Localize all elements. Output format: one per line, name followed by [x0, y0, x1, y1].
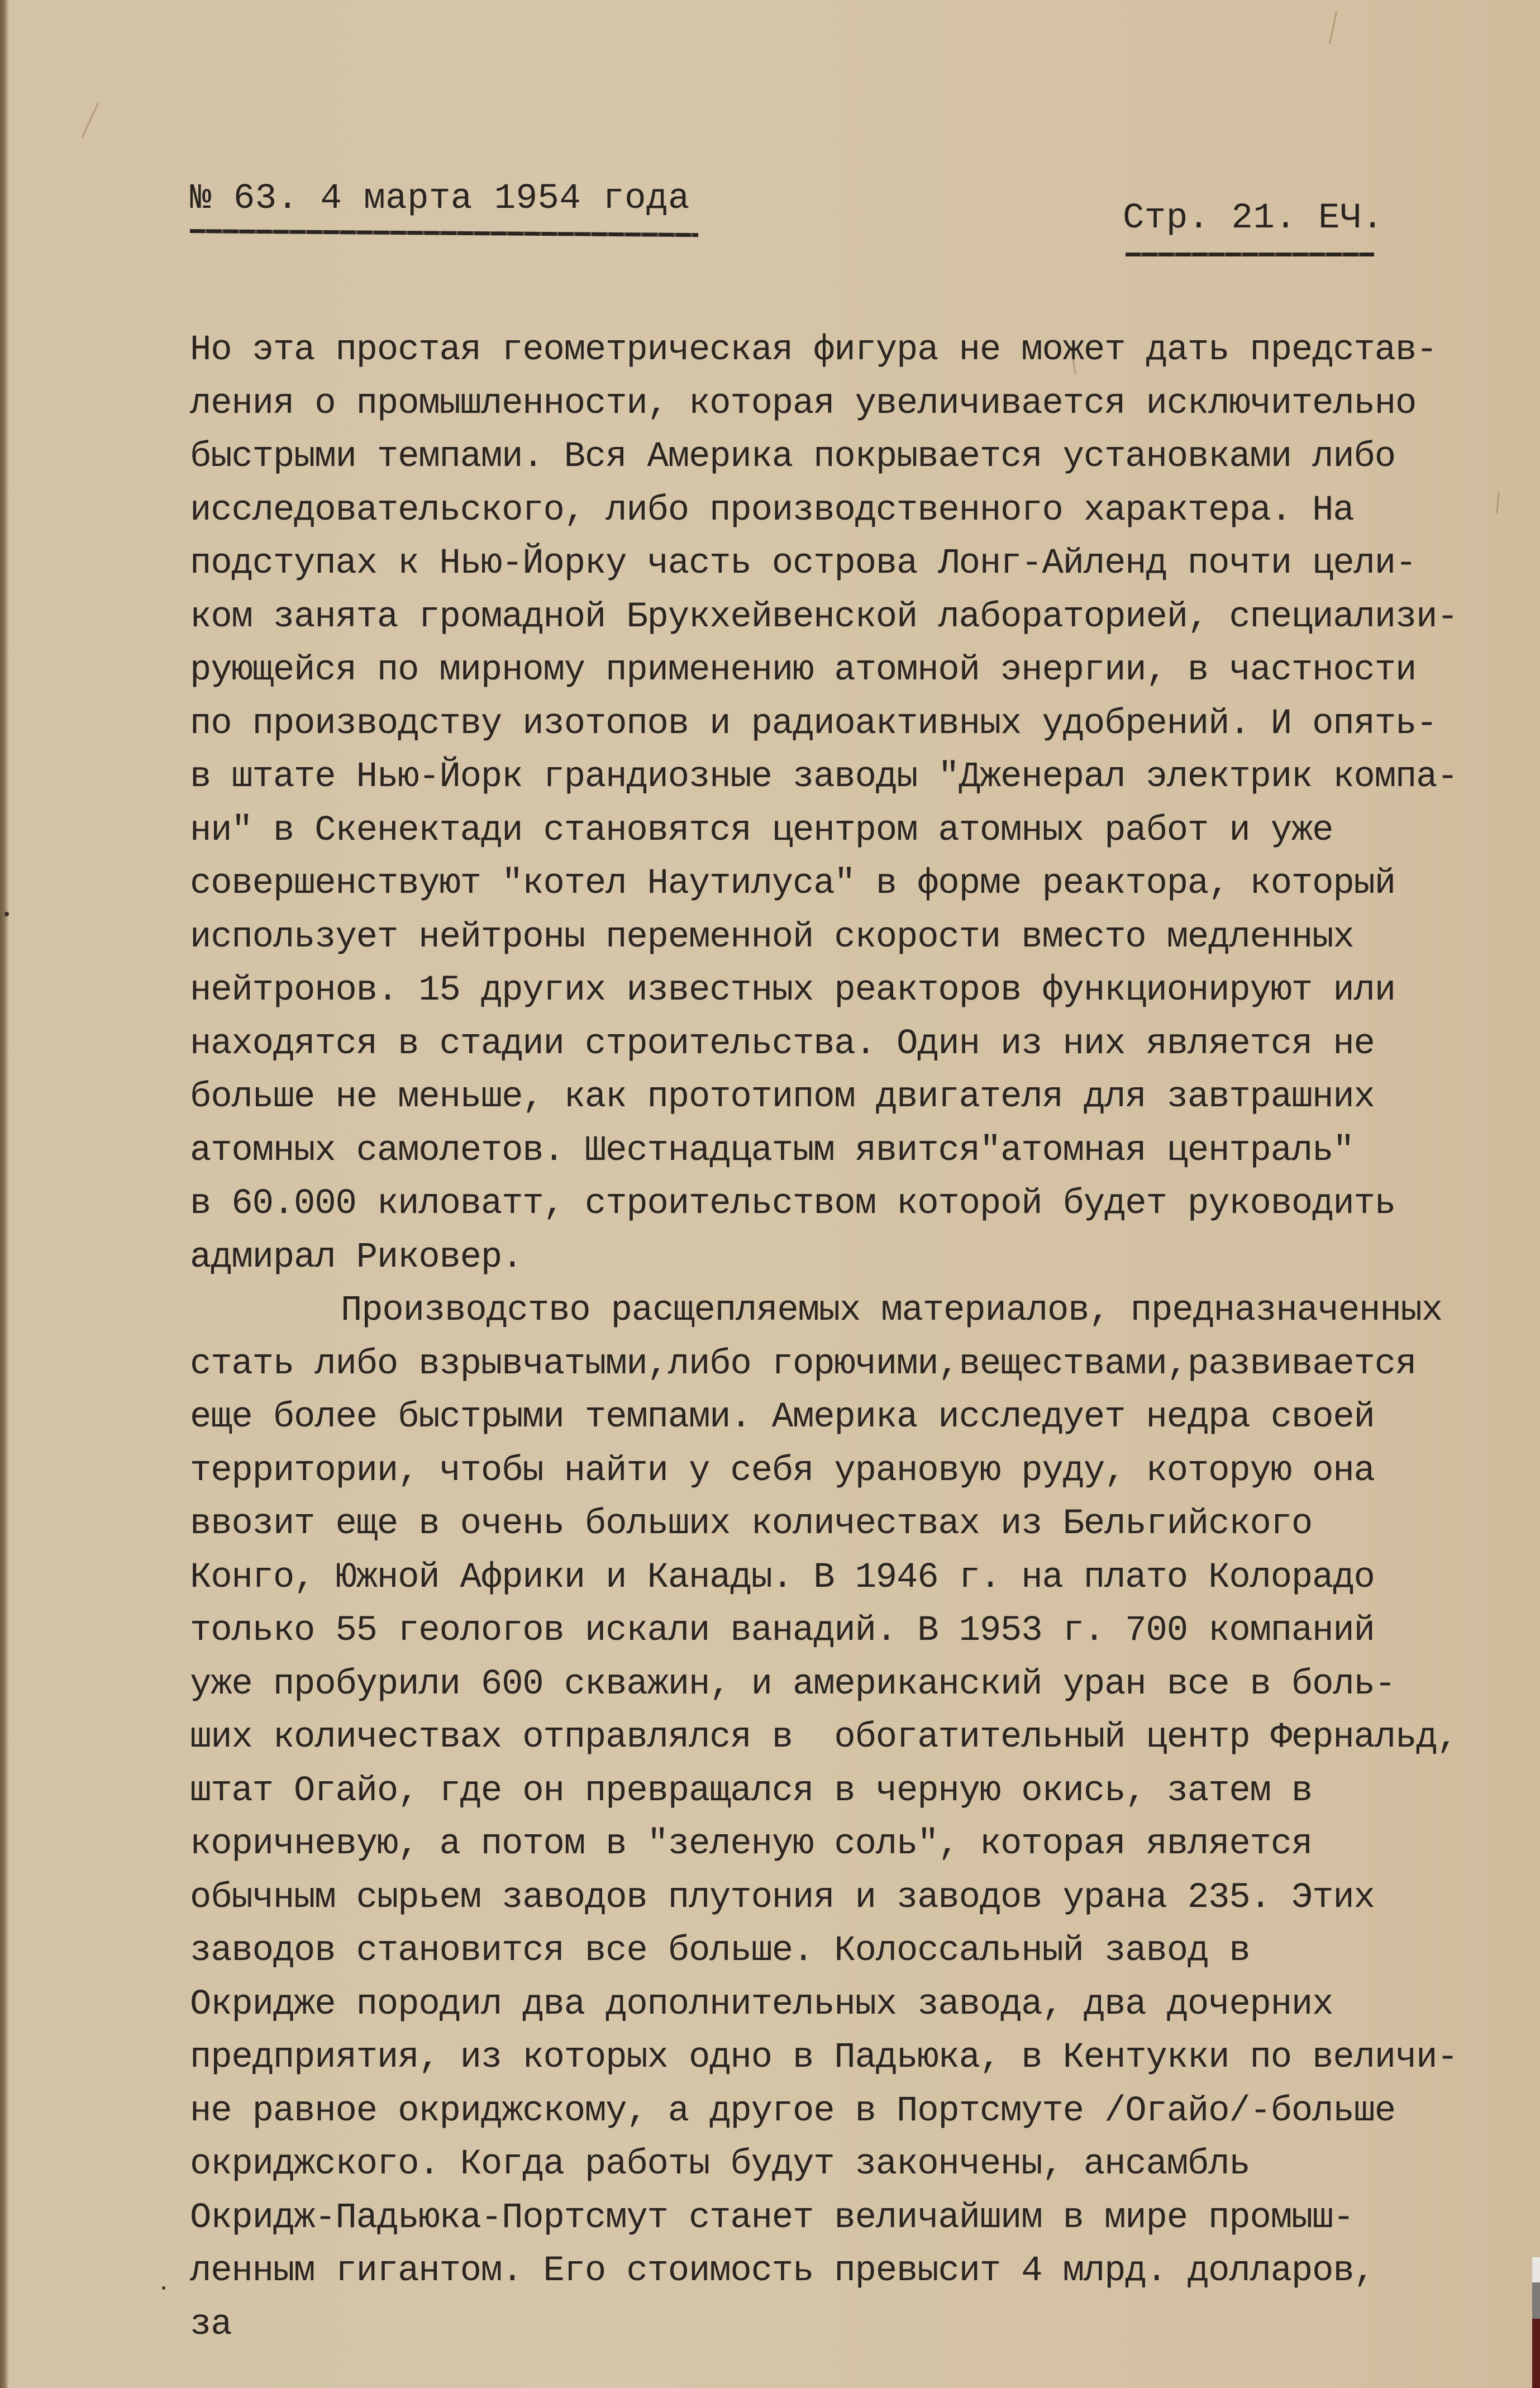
text-line: использует нейтроны переменной скорости вместо медленных: [190, 917, 1354, 958]
text-line: атомных самолетов. Шестнадцатым явится"атомная централь": [190, 1130, 1354, 1171]
paper-fleck: [1329, 11, 1337, 44]
text-line: Конго, Южной Африки и Канады. В 1946 г. на плато Колорадо: [190, 1557, 1375, 1598]
text-line: по производству изотопов и радиоактивных удобрений. И опять-: [190, 703, 1437, 744]
text-line: ком занята громадной Брукхейвенской лабораторией, специализи-: [190, 597, 1458, 638]
text-line: рующейся по мирному применению атомной энергии, в частности: [190, 650, 1417, 691]
text-line: стать либо взрывчатыми,либо горючими,веществами,развивается: [190, 1344, 1417, 1385]
text-line: заводов становится все больше. Колоссальный завод в: [190, 1931, 1250, 1971]
text-line: быстрыми темпами. Вся Америка покрывается установками либо: [190, 437, 1395, 477]
text-line: ввозит еще в очень больших количествах из Бельгийского: [190, 1504, 1313, 1544]
text-line: ленным гигантом. Его стоимость превысит 4 млрд. долларов,: [190, 2251, 1375, 2291]
issue-number-and-date: № 63. 4 марта 1954 года: [190, 179, 690, 219]
text-line: больше не меньше, как прототипом двигателя для завтрашних: [190, 1077, 1375, 1117]
text-line: в 60.000 киловатт, строительством которой будет руководить: [190, 1184, 1395, 1224]
text-line: штат Огайо, где он превращался в черную окись, затем в: [190, 1771, 1313, 1811]
margin-mark: [4, 912, 9, 916]
header-underline-right: [1126, 253, 1374, 256]
text-line: ших количествах отправлялся в обогатительный центр Фернальд,: [190, 1718, 1458, 1758]
text-line: территории, чтобы найти у себя урановую руду, которую она: [190, 1450, 1375, 1491]
text-line: нейтронов. 15 других известных реакторов функционируют или: [190, 971, 1395, 1011]
text-line: окриджского. Когда работы будут закончены, ансамбль: [190, 2144, 1250, 2185]
text-line: Окридж-Падьюка-Портсмут станет величайшим в мире промыш-: [190, 2197, 1354, 2238]
text-line: за: [190, 2304, 232, 2345]
text-line: совершенствуют "котел Наутилуса" в форме реактора, который: [190, 864, 1395, 904]
text-line: ни" в Скенектади становятся центром атомных работ и уже: [190, 810, 1333, 851]
text-line: адмирал Риковер.: [190, 1237, 523, 1278]
typewritten-body: [190, 324, 1458, 2352]
text-line: коричневую, а потом в "зеленую соль", которая является: [190, 1824, 1313, 1864]
text-line: обычным сырьем заводов плутония и заводов урана 235. Этих: [190, 1877, 1375, 1918]
text-line: еще более быстрыми темпами. Америка исследует недра своей: [190, 1397, 1375, 1438]
text-line: в штате Нью-Йорк грандиозные заводы "Дженерал электрик компа-: [190, 757, 1458, 797]
margin-mark: [162, 2286, 165, 2290]
header-underline-left: [190, 229, 698, 237]
text-line: не равное окриджскому, а другое в Портсмуте /Огайо/-больше: [190, 2091, 1395, 2132]
text-line: ления о промышленности, которая увеличивается исключительно: [190, 383, 1417, 424]
text-line: исследовательского, либо производственного характера. На: [190, 490, 1354, 531]
paper-fleck: [1496, 492, 1499, 514]
text-line: Но эта простая геометрическая фигура не может дать представ-: [190, 330, 1437, 370]
text-line: находятся в стадии строительства. Один из них является не: [190, 1024, 1375, 1064]
text-line: подступах к Нью-Йорку часть острова Лонг-Айленд почти цели-: [190, 544, 1417, 584]
text-line: предприятия, из которых одно в Падьюка, в Кентукки по величи-: [190, 2038, 1458, 2078]
text-line: уже пробурили 600 скважин, и американский уран все в боль-: [190, 1664, 1395, 1705]
text-line: Окридже породил два дополнительных завода, два дочерних: [190, 1984, 1333, 2025]
paper-fleck: [81, 102, 99, 139]
page-reference: Стр. 21. ЕЧ.: [1123, 198, 1384, 239]
page-edge-background: [1532, 2257, 1540, 2388]
text-line: Производство расщепляемых материалов, предназначенных: [341, 1291, 1442, 1331]
text-line: только 55 геологов искали ванадий. В 1953 г. 700 компаний: [190, 1611, 1375, 1651]
